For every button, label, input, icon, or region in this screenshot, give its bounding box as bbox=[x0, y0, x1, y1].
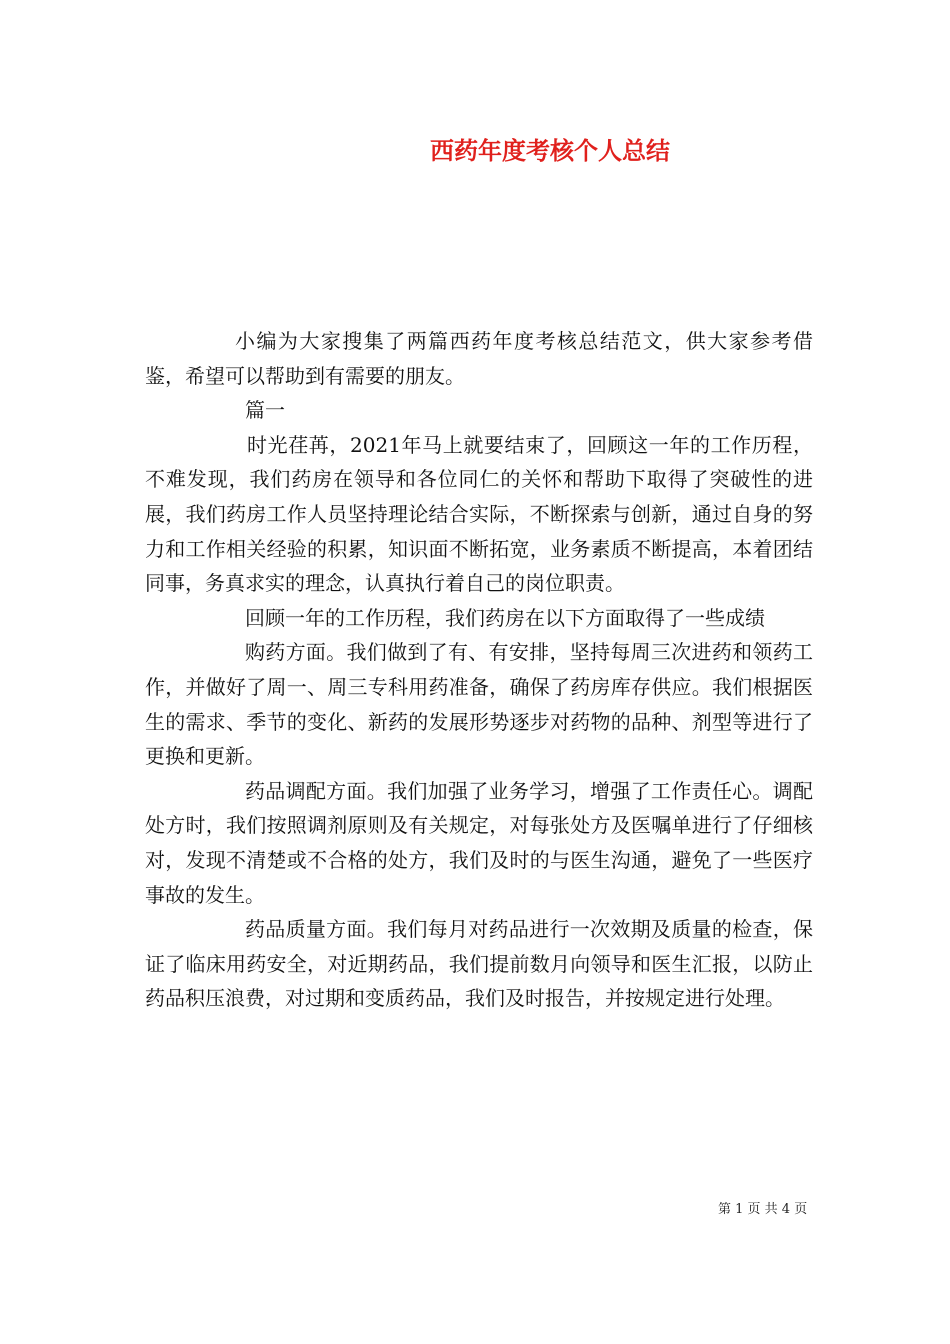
paragraph-purchasing: 购药方面。我们做到了有、有安排，坚持每周三次进药和领药工作，并做好了周一、周三专科用药准备，确保了药房库存供应。我们根据医生的需求、季节的变化、新药的发展形势逐步对药物的品种、剂型等进行了更换和更新。 bbox=[145, 640, 813, 769]
paragraph-overview: 时光荏苒，2021年马上就要结束了，回顾这一年的工作历程，不难发现，我们药房在领导和各位同仁的关怀和帮助下取得了突破性的进展，我们药房工作人员坚持理论结合实际，不断探索与创新，通过自身的努力和工作相关经验的积累，知识面不断拓宽，业务素质不断提高，本着团结同事，务真求实的理念，认真执行着自己的岗位职责。 bbox=[145, 432, 813, 596]
intro-paragraph: 小编为大家搜集了两篇西药年度考核总结范文，供大家参考借鉴，希望可以帮助到有需要的朋友。 bbox=[145, 329, 813, 388]
document-title: 西药年度考核个人总结 bbox=[430, 136, 670, 165]
document-body bbox=[145, 324, 813, 1016]
section-heading-part-one: 篇一 bbox=[245, 398, 285, 423]
paragraph-dispensing: 药品调配方面。我们加强了业务学习，增强了工作责任心。调配处方时，我们按照调剂原则及有关规定，对每张处方及医嘱单进行了仔细核对，发现不清楚或不合格的处方，我们及时的与医生沟通，避免了一些医疗事故的发生。 bbox=[145, 778, 813, 907]
paragraph-quality: 药品质量方面。我们每月对药品进行一次效期及质量的检查，保证了临床用药安全，对近期药品，我们提前数月向领导和医生汇报，以防止药品积压浪费，对过期和变质药品，我们及时报告，并按规定进行处理。 bbox=[145, 917, 813, 1011]
paragraph-achievements-intro: 回顾一年的工作历程，我们药房在以下方面取得了一些成绩 bbox=[245, 605, 765, 630]
page-number-footer: 第 1 页 共 4 页 bbox=[718, 1202, 808, 1217]
